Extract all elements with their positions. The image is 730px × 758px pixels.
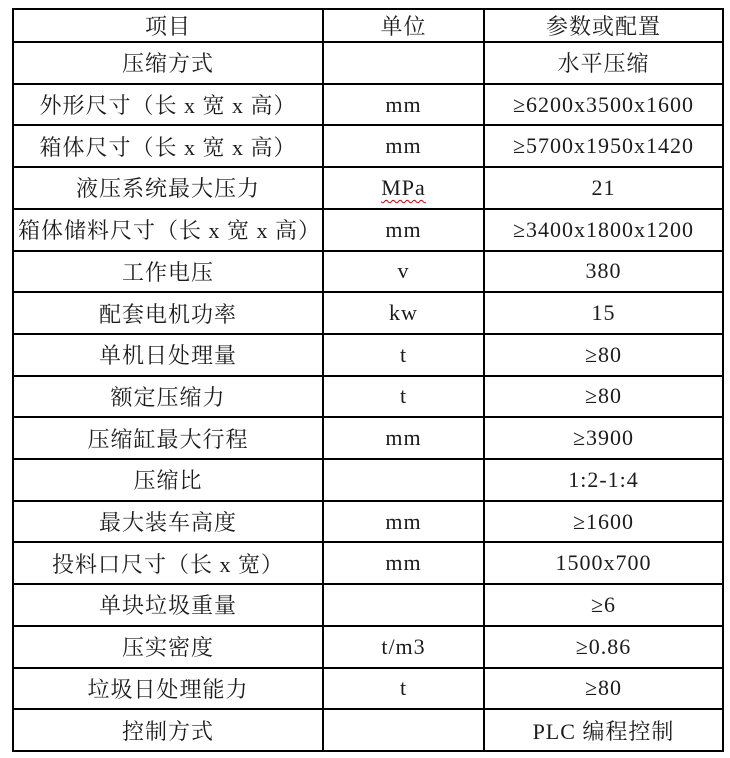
table-cell-item: 工作电压: [13, 251, 323, 293]
table-cell-item: 投料口尺寸（长 x 宽）: [13, 542, 323, 584]
table-cell-item: 压缩方式: [13, 42, 323, 84]
table-row: [13, 125, 723, 167]
table-row: [13, 501, 723, 543]
table-row: [13, 209, 723, 251]
table-cell-unit: [323, 584, 484, 626]
table-cell-unit: mm: [323, 84, 484, 126]
table-cell-value: ≥5700x1950x1420: [484, 125, 723, 167]
table-cell-value: ≥80: [484, 668, 723, 710]
table-row: [13, 292, 723, 334]
misspelled-unit-text: MPa: [381, 174, 426, 200]
table-cell-unit: t: [323, 376, 484, 418]
table-cell-value: 15: [484, 292, 723, 334]
table-row: [13, 542, 723, 584]
table-header-row: [13, 9, 723, 42]
spec-table: [12, 8, 724, 752]
table-cell-value: 21: [484, 167, 723, 209]
table-cell-item: 箱体储料尺寸（长 x 宽 x 高）: [13, 209, 323, 251]
table-cell-value: 水平压缩: [484, 42, 723, 84]
table-cell-value: ≥6: [484, 584, 723, 626]
table-cell-unit: mm: [323, 501, 484, 543]
table-cell-unit: [323, 167, 484, 209]
table-row: [13, 626, 723, 668]
table-cell-item: 额定压缩力: [13, 376, 323, 418]
column-header-value: 参数或配置: [484, 9, 723, 42]
table-cell-item: 最大装车高度: [13, 501, 323, 543]
table-row: [13, 417, 723, 459]
table-cell-item: 配套电机功率: [13, 292, 323, 334]
table-cell-item: 液压系统最大压力: [13, 167, 323, 209]
table-cell-item: 压实密度: [13, 626, 323, 668]
table-cell-value: ≥80: [484, 334, 723, 376]
table-row: [13, 84, 723, 126]
table-cell-value: PLC 编程控制: [484, 709, 723, 751]
table-cell-item: 压缩缸最大行程: [13, 417, 323, 459]
table-cell-item: 控制方式: [13, 709, 323, 751]
column-header-item: 项目: [13, 9, 323, 42]
table-cell-unit: [323, 459, 484, 501]
table-row: [13, 459, 723, 501]
table-cell-value: ≥6200x3500x1600: [484, 84, 723, 126]
table-cell-unit: mm: [323, 125, 484, 167]
table-cell-item: 垃圾日处理能力: [13, 668, 323, 710]
table-row: [13, 709, 723, 751]
table-cell-value: 380: [484, 251, 723, 293]
table-cell-unit: v: [323, 251, 484, 293]
table-row: [13, 251, 723, 293]
table-cell-value: ≥0.86: [484, 626, 723, 668]
table-cell-unit: [323, 709, 484, 751]
table-cell-item: 压缩比: [13, 459, 323, 501]
table-cell-value: 1:2-1:4: [484, 459, 723, 501]
table-row: [13, 668, 723, 710]
column-header-unit: 单位: [323, 9, 484, 42]
table-row: [13, 334, 723, 376]
table-cell-unit: t/m3: [323, 626, 484, 668]
table-cell-unit: mm: [323, 417, 484, 459]
table-cell-unit: mm: [323, 209, 484, 251]
table-cell-value: ≥3400x1800x1200: [484, 209, 723, 251]
table-row: [13, 376, 723, 418]
table-cell-unit: [323, 42, 484, 84]
table-row: [13, 167, 723, 209]
table-cell-value: ≥80: [484, 376, 723, 418]
table-cell-value: ≥3900: [484, 417, 723, 459]
table-cell-unit: kw: [323, 292, 484, 334]
table-cell-unit: t: [323, 334, 484, 376]
table-cell-item: 箱体尺寸（长 x 宽 x 高）: [13, 125, 323, 167]
table-row: [13, 42, 723, 84]
table-cell-unit: mm: [323, 542, 484, 584]
table-row: [13, 584, 723, 626]
table-cell-value: 1500x700: [484, 542, 723, 584]
table-cell-item: 单机日处理量: [13, 334, 323, 376]
table-cell-item: 单块垃圾重量: [13, 584, 323, 626]
table-cell-value: ≥1600: [484, 501, 723, 543]
table-cell-item: 外形尺寸（长 x 宽 x 高）: [13, 84, 323, 126]
table-cell-unit: t: [323, 668, 484, 710]
